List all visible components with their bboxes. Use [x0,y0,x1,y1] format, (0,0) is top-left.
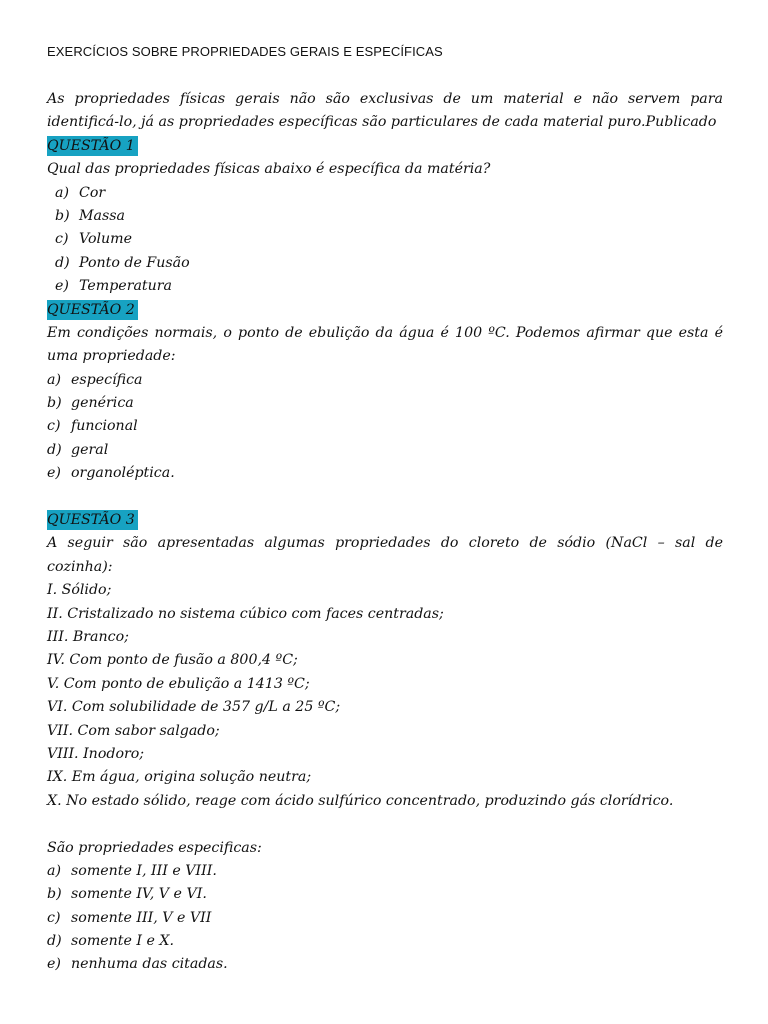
document-body [47,88,723,977]
q1-option [47,252,723,275]
question-2-text: Em condições normais, o ponto de ebulição da água é 100 ºC. Podemos afirmar que esta é [47,324,723,341]
option-label: a) [55,184,69,201]
property-item: IX. Em água, origina solução neutra; [47,769,312,786]
property-item: I. Sólido; [47,582,112,599]
option-label: b) [55,207,70,224]
question-1-text: Qual das propriedades físicas abaixo é específica da matéria? [47,161,491,178]
option-text: somente I, III e VIII. [71,862,217,879]
option-text: somente IV, V e VI. [71,886,207,903]
property-item: III. Branco; [47,628,129,645]
option-text: Massa [79,207,126,224]
property-item: II. Cristalizado no sistema cúbico com faces centradas; [47,605,444,622]
q3-option [47,907,723,930]
option-text: somente III, V e VII [71,909,212,926]
option-label: c) [55,231,69,248]
option-text: organoléptica. [71,465,175,482]
q2-option [47,415,723,438]
q1-option [47,205,723,228]
spacer [47,486,723,509]
q2-option [47,392,723,415]
option-label: a) [47,862,61,879]
q1-option [47,228,723,251]
option-label: c) [47,909,61,926]
question-1-heading: QUESTÃO 1 [47,136,138,156]
q2-option [47,369,723,392]
option-label: e) [47,465,61,482]
question-3-text: cozinha): [47,558,113,575]
option-label: d) [55,254,70,271]
q3-option [47,883,723,906]
question-2-heading: QUESTÃO 2 [47,300,138,320]
option-label: b) [47,886,62,903]
question-1-heading-row [47,135,723,158]
option-label: d) [47,933,62,950]
q1-option [47,182,723,205]
document-title: EXERCÍCIOS SOBRE PROPRIEDADES GERAIS E ESPECÍFICAS [47,44,443,59]
q2-option [47,462,723,485]
option-label: d) [47,441,62,458]
option-text: específica [71,371,143,388]
property-item: VII. Com sabor salgado; [47,722,220,739]
option-text: funcional [71,418,138,435]
option-label: b) [47,395,62,412]
property-item: X. No estado sólido, reage com ácido sulfúrico concentrado, produzindo gás clorídrico. [47,792,674,809]
option-label: a) [47,371,61,388]
q3-option [47,953,723,976]
q2-option [47,439,723,462]
question-2-heading-row [47,299,723,322]
option-text: geral [71,441,109,458]
option-label: c) [47,418,61,435]
property-item: IV. Com ponto de fusão a 800,4 ºC; [47,652,298,669]
q3-option [47,930,723,953]
property-item: V. Com ponto de ebulição a 1413 ºC; [47,675,310,692]
spacer [47,813,723,836]
option-text: Temperatura [79,278,173,295]
option-label: e) [47,956,61,973]
option-text: genérica [71,395,134,412]
question-3-text: A seguir são apresentadas algumas propriedades do cloreto de sódio (NaCl – sal de [47,535,723,552]
question-3-prompt: São propriedades especificas: [47,839,262,856]
intro-line: identificá-lo, já as propriedades específicas são particulares de cada material puro.Publicado [47,114,717,131]
question-3-heading-row [47,509,723,532]
property-item: VIII. Inodoro; [47,745,145,762]
question-2-text: uma propriedade: [47,348,176,365]
option-text: nenhuma das citadas. [71,956,228,973]
question-3-heading: QUESTÃO 3 [47,510,138,530]
option-text: Volume [79,231,133,248]
option-text: Cor [79,184,106,201]
option-text: somente I e X. [71,933,175,950]
property-item: VI. Com solubilidade de 357 g/L a 25 ºC; [47,699,341,716]
option-label: e) [55,278,69,295]
q3-option [47,860,723,883]
option-text: Ponto de Fusão [79,254,190,271]
q1-option [47,275,723,298]
intro-line: As propriedades físicas gerais não são exclusivas de um material e não servem para [47,91,723,107]
